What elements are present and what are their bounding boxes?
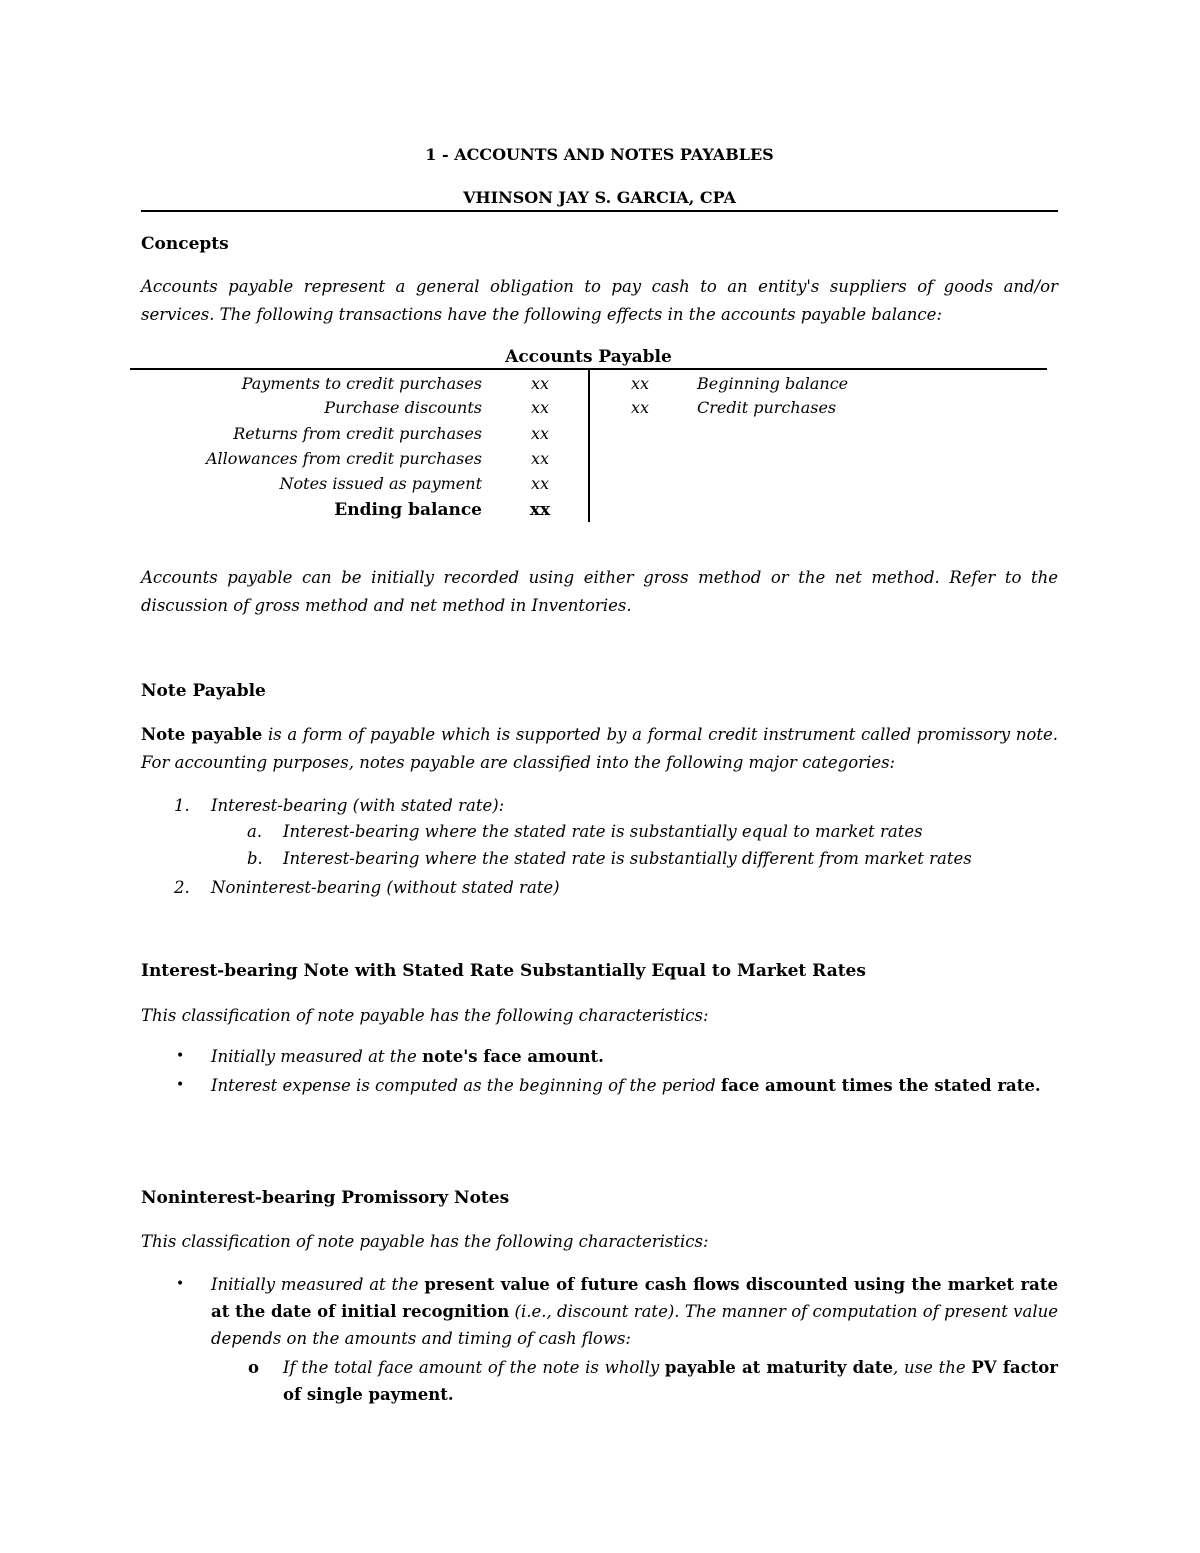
noninterest-intro: This classification of note payable has the following characteristics:	[141, 1232, 709, 1251]
list-marker: a.	[247, 822, 263, 841]
t-credit-amount: xx	[630, 398, 650, 417]
note-payable-paragraph	[141, 721, 1058, 777]
list-item: Interest-bearing (with stated rate):	[211, 796, 505, 815]
bullet-item	[211, 1072, 1058, 1099]
t-debit-amount: xx	[530, 374, 550, 393]
note-payable-lead: Note payable	[141, 725, 263, 744]
t-debit-amount: xx	[530, 424, 550, 443]
bullet-text: , use the	[893, 1358, 972, 1377]
t-debit-label: Allowances from credit purchases	[206, 449, 482, 468]
list-marker: 1.	[174, 796, 190, 815]
bullet-emphasis: PV factor of single payment.	[283, 1358, 1058, 1404]
t-debit-amount: xx	[530, 449, 550, 468]
bullet-emphasis: payable at maturity date	[664, 1358, 894, 1377]
list-item: Interest-bearing where the stated rate is substantially equal to market rates	[283, 822, 923, 841]
bullet-text: Interest expense is computed as the beginning of the period	[211, 1076, 721, 1095]
t-ending-balance-amount: xx	[529, 500, 551, 520]
t-debit-label: Notes issued as payment	[279, 474, 482, 493]
t-credit-amount: xx	[630, 374, 650, 393]
note-payable-heading: Note Payable	[141, 681, 266, 701]
bullet-text: (i.e., discount rate). The manner of computation of present value depends on the amounts and timing of cash flows:	[211, 1302, 1058, 1348]
list-item: Interest-bearing where the stated rate is substantially different from market rates	[283, 849, 972, 868]
t-account-divider	[588, 369, 590, 522]
concepts-heading: Concepts	[141, 234, 229, 254]
bullet-text: If the total face amount of the note is wholly	[283, 1358, 665, 1377]
t-debit-label: Returns from credit purchases	[233, 424, 482, 443]
document-title: 1 - ACCOUNTS AND NOTES PAYABLES	[425, 145, 774, 164]
t-credit-label: Credit purchases	[697, 398, 837, 417]
methods-paragraph: Accounts payable can be initially recorded using either gross method or the net method. Refer to the discussion of gross method and net method in Inventories.	[141, 568, 1058, 615]
bullet-emphasis: present value of future cash flows discounted using the market rate at the date of initial recognition	[211, 1275, 1058, 1321]
bullet-emphasis: face amount times the stated rate.	[720, 1076, 1041, 1095]
bullet-icon: •	[176, 1048, 185, 1064]
list-marker: b.	[247, 849, 263, 868]
bullet-text: Initially measured at the	[211, 1047, 423, 1066]
t-debit-label: Purchase discounts	[324, 398, 482, 417]
t-debit-amount: xx	[530, 398, 550, 417]
bullet-icon: •	[176, 1276, 185, 1292]
bullet-emphasis: note's face amount.	[422, 1047, 604, 1066]
t-credit-label: Beginning balance	[697, 374, 849, 393]
bullet-item	[211, 1043, 1058, 1070]
t-debit-label: Payments to credit purchases	[241, 374, 482, 393]
sub-bullet-item	[283, 1354, 1058, 1408]
bullet-icon: •	[176, 1077, 185, 1093]
t-debit-amount: xx	[530, 474, 550, 493]
concepts-intro: Accounts payable represent a general obligation to pay cash to an entity's suppliers of goods and/or services. The following transactions have the following effects in the accounts payable balance:	[141, 277, 1058, 324]
document-author: VHINSON JAY S. GARCIA, CPA	[463, 188, 736, 207]
note-payable-text: is a form of payable which is supported by a formal credit instrument called promissory note. For accounting purposes, notes payable are classified into the following major categories:	[141, 725, 1059, 772]
header-rule	[141, 210, 1058, 212]
t-account-title: Accounts Payable	[505, 347, 672, 367]
sub-bullet-marker: o	[248, 1358, 260, 1377]
noninterest-heading: Noninterest-bearing Promissory Notes	[141, 1188, 510, 1208]
bullet-text: Initially measured at the	[211, 1275, 425, 1294]
interest-bearing-intro: This classification of note payable has the following characteristics:	[141, 1006, 709, 1025]
bullet-item	[211, 1271, 1058, 1352]
interest-bearing-heading: Interest-bearing Note with Stated Rate Substantially Equal to Market Rates	[141, 961, 866, 981]
t-ending-balance-label: Ending balance	[334, 500, 482, 520]
list-marker: 2.	[174, 878, 190, 897]
list-item: Noninterest-bearing (without stated rate)	[211, 878, 560, 897]
